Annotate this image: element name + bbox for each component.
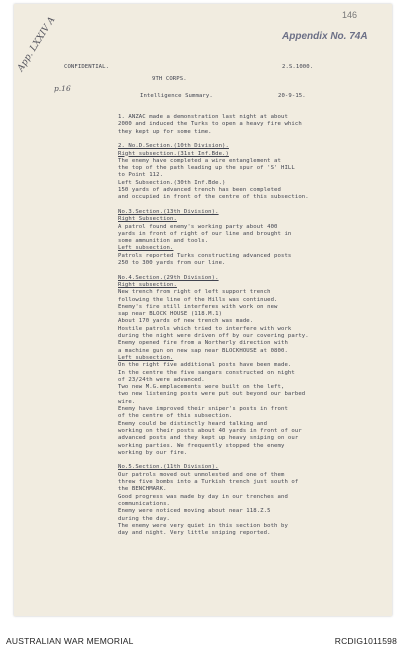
body-line: Patrols reported Turks constructing advanced posts xyxy=(118,252,292,259)
report-body xyxy=(118,114,386,554)
report-title: Intelligence Summary. xyxy=(140,93,213,99)
body-line: wire. xyxy=(118,398,136,405)
body-line: 2000 and induced the Turks to open a heavy fire which xyxy=(118,121,302,128)
margin-note-page: p.16 xyxy=(54,84,71,93)
body-line: during the day. xyxy=(118,515,171,522)
classification-label: CONFIDENTIAL. xyxy=(64,64,110,70)
body-line: Enemy opened fire from a Northerly direction with xyxy=(118,340,288,347)
section-heading: No.3.Section.(13th Division). xyxy=(118,208,219,215)
body-line: About 170 yards of new trench was made. xyxy=(118,318,254,325)
body-line: In the centre the five sangars constructed on night xyxy=(118,369,295,376)
body-line: Enemy's fire still interferes with work on new xyxy=(118,303,278,310)
margin-note: App. LXXIV A xyxy=(16,15,58,74)
archive-page-number: 146 xyxy=(342,10,358,20)
section-heading: No.5.Section.(11th Division). xyxy=(118,464,219,471)
body-line: Enemy were noticed moving about near 118.Z.5 xyxy=(118,508,271,515)
body-line: following the line of the Hills was continued. xyxy=(118,296,278,303)
body-line: Hostile patrols which tried to interfere with work xyxy=(118,325,292,332)
body-line: and occupied in front of the centre of this subsection. xyxy=(118,194,309,201)
document-page xyxy=(14,4,392,616)
appendix-stamp: Appendix No. 74A xyxy=(282,31,368,42)
body-line: Good progress was made by day in our trenches and xyxy=(118,493,288,500)
body-line: some ammunition and tools. xyxy=(118,238,209,245)
subsection-heading: Right Subsection. xyxy=(118,216,177,223)
body-line: communications. xyxy=(118,500,171,507)
section-heading: No.4.Section.(29th Division). xyxy=(118,274,219,281)
subsection-heading: Left subsection. xyxy=(118,245,174,252)
body-line: Our patrols moved out unmolested and one of them xyxy=(118,471,285,478)
footer-record-id: RCDIG1011598 xyxy=(334,636,397,646)
body-line: day and night. Very little sniping reported. xyxy=(118,530,271,537)
body-line: during the night were driven off by our covering party. xyxy=(118,333,309,339)
body-line: Enemy could be distinctly heard talking and xyxy=(118,420,268,427)
body-line: to Point 112. xyxy=(118,172,164,179)
subsection-heading: Right subsection. xyxy=(118,281,177,288)
report-date: 2.S.1000. xyxy=(282,64,314,70)
body-line: Two new M.G.emplacements were built on the left, xyxy=(118,384,285,391)
body-line: yards in front of right of our line and brought in xyxy=(118,230,292,237)
body-line: sap near BLOCK HOUSE (118.M.1) xyxy=(118,311,223,318)
body-line: working parties. We frequently stopped the enemy xyxy=(118,442,285,449)
body-line: the top of the path leading up the spur of 'S' HILL xyxy=(118,165,295,172)
footer-source: AUSTRALIAN WAR MEMORIAL xyxy=(6,636,134,646)
body-line: 150 yards of advanced trench has been completed xyxy=(118,187,281,193)
body-line: a machine gun on new sap near BLOCKHOUSE at 0800. xyxy=(118,347,288,354)
body-line: New trench from right of left support trench xyxy=(118,289,271,296)
body-line: the BENCHMARK. xyxy=(118,486,167,493)
body-line: two new listening posts were put out beyond our barbed xyxy=(118,391,306,398)
body-line: 250 to 300 yards from our line. xyxy=(118,260,226,266)
subsection-heading: Right subsection.(31st Inf.Bde.) xyxy=(118,150,229,157)
body-line: The enemy were very quiet in this section both by xyxy=(118,522,288,529)
body-line: of the centre of this subsection. xyxy=(118,413,233,420)
body-line: advanced posts and they kept up heavy sniping on our xyxy=(118,435,299,442)
body-line: On the right five additional posts have been made. xyxy=(118,362,292,369)
body-line: threw five bombs into a Turkish trench just south of xyxy=(118,479,299,485)
body-line: A patrol found enemy's working party about 400 xyxy=(118,223,278,230)
body-line: 1. ANZAC made a demonstration last night at about xyxy=(118,114,288,120)
body-line: they kept up for some time. xyxy=(118,128,212,135)
subsection-heading: Left Subsection.(30th Inf.Bde.) xyxy=(118,179,226,186)
body-line: working by our fire. xyxy=(118,449,188,456)
report-period: 20-9-15. xyxy=(278,93,306,99)
body-line: The enemy have completed a wire entanglement at xyxy=(118,157,281,164)
body-line: Enemy have improved their sniper's posts in front xyxy=(118,406,288,412)
subsection-heading: Left subsection. xyxy=(118,354,174,361)
corps-heading: 9TH CORPS. xyxy=(152,76,187,82)
section-heading: 2. No.D.Section.(10th Division). xyxy=(118,143,229,150)
body-line: of 23/24th were advanced. xyxy=(118,376,205,383)
body-line: working on their posts about 40 yards in front of our xyxy=(118,427,302,434)
